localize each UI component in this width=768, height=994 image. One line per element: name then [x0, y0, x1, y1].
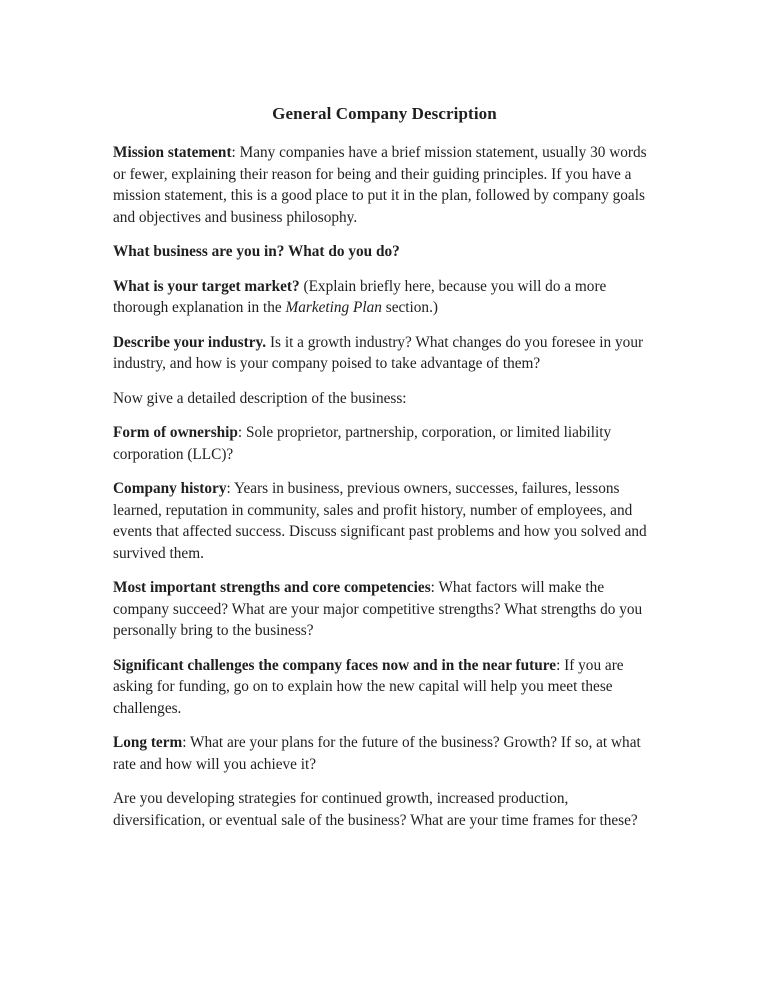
paragraph-lead-in: Long term [113, 734, 183, 751]
document-content [113, 103, 656, 844]
paragraph [113, 478, 656, 564]
document-body [113, 142, 656, 831]
paragraph-lead-in: Most important strengths and core competencies [113, 579, 431, 596]
paragraph-lead-in: Significant challenges the company faces now and in the near future [113, 656, 557, 674]
paragraph-text: : What factors will make the company succeed? What are your major competitive strengths? What strengths do you personally bring to the business? [113, 579, 643, 639]
paragraph [113, 332, 656, 375]
paragraph-lead-in: What business are you in? What do you do? [113, 243, 400, 260]
paragraph [113, 276, 656, 319]
paragraph-text: : Sole proprietor, partnership, corporation, or limited liability corporation (LLC)? [113, 424, 612, 463]
paragraph-text: Are you developing strategies for continued growth, increased production, diversification, or eventual sale of the business? What are your time frames for these? [113, 790, 638, 829]
paragraph-text: : If you are asking for funding, go on to explain how the new capital will help you meet these challenges. [113, 656, 624, 717]
paragraph-lead-in: Mission statement [113, 144, 232, 161]
paragraph-text: : What are your plans for the future of the business? Growth? If so, at what rate and how will you achieve it? [113, 734, 641, 773]
paragraph-lead-in: Describe your industry. [113, 333, 267, 351]
paragraph-text: Now give a detailed description of the business: [113, 389, 407, 407]
paragraph-lead-in: Form of ownership [113, 424, 238, 441]
paragraph-text: section.) [381, 299, 438, 316]
paragraph [113, 422, 656, 465]
document-title: General Company Description [272, 104, 497, 123]
paragraph-text: Is it a growth industry? What changes do you foresee in your industry, and how is your company poised to take advantage of them? [113, 333, 644, 372]
paragraph [113, 388, 656, 410]
paragraph-lead-in: Company history [113, 480, 227, 497]
paragraph [113, 241, 656, 263]
paragraph [113, 655, 656, 720]
paragraph-text: : Years in business, previous owners, successes, failures, lessons learned, reputation in community, sales and profit history, number of employees, and events that affected success. Discuss significant past problems and how you solved and survived them. [113, 480, 647, 562]
paragraph [113, 142, 656, 228]
paragraph-text: : Many companies have a brief mission statement, usually 30 words or fewer, explaining their reason for being and their guiding principles. If you have a mission statement, this is a good place to put it in the plan, followed by company goals and objectives and business philosophy. [113, 144, 647, 226]
paragraph-lead-in: What is your target market? [113, 277, 300, 295]
paragraph [113, 732, 656, 775]
paragraph-text: (Explain briefly here, because you will do a more thorough explanation in the [113, 277, 607, 316]
paragraph [113, 577, 656, 642]
italic-term: Marketing Plan [285, 299, 382, 316]
paragraph [113, 788, 656, 831]
